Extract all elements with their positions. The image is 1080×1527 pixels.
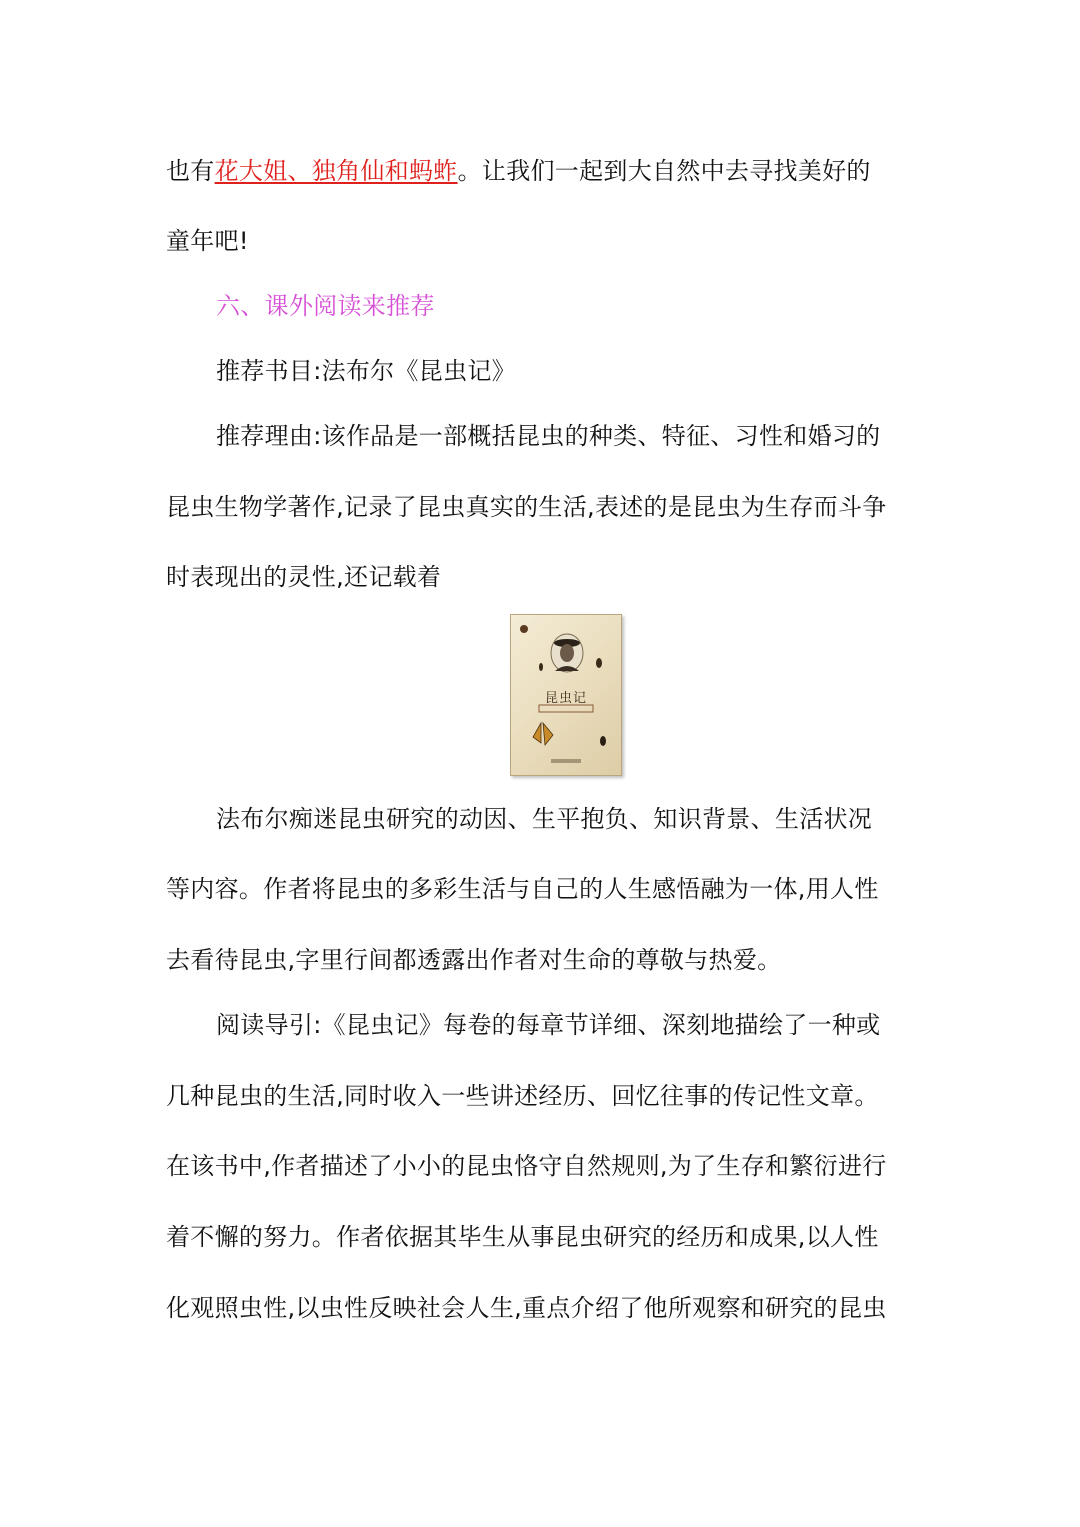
reason-line-3: 时表现出的灵性,还记载着	[166, 563, 442, 591]
guide-line-2: 几种昆虫的生活,同时收入一些讲述经历、回忆往事的传记性文章。	[166, 1082, 879, 1110]
ground-beetle-icon	[600, 736, 606, 746]
recommended-book-line: 推荐书目:法布尔《昆虫记》	[216, 357, 516, 385]
line-1-prefix: 也有	[166, 157, 215, 185]
cover-subtitle-box	[539, 705, 593, 712]
publisher-mark	[551, 759, 581, 763]
paragraph-2-line-1: 法布尔痴迷昆虫研究的动因、生平抱负、知识背景、生活状况	[216, 805, 873, 833]
book-cover-image	[510, 614, 622, 776]
guide-line-5: 化观照虫性,以虫性反映社会人生,重点介绍了他所观察和研究的昆虫	[166, 1294, 887, 1322]
guide-line-1: 阅读导引:《昆虫记》每卷的每章节详细、深刻地描绘了一种或	[216, 1011, 881, 1039]
reason-line-2: 昆虫生物学著作,记录了昆虫真实的生活,表述的是昆虫为生存而斗争	[166, 493, 887, 521]
reason-line-1: 推荐理由:该作品是一部概括昆虫的种类、特征、习性和婚习的	[216, 422, 881, 450]
paragraph-2-line-2: 等内容。作者将昆虫的多彩生活与自己的人生感悟融为一体,用人性	[166, 875, 879, 903]
guide-line-4: 着不懈的努力。作者依据其毕生从事昆虫研究的经历和成果,以人性	[166, 1223, 879, 1251]
highlighted-insects: 花大姐、独角仙和蚂蚱	[214, 157, 458, 185]
book-cover-title: 昆虫记	[544, 691, 587, 706]
small-beetle-icon	[539, 663, 543, 671]
guide-line-3: 在该书中,作者描述了小小的昆虫恪守自然规则,为了生存和繁衍进行	[166, 1152, 887, 1180]
paragraph-2-line-3: 去看待昆虫,字里行间都透露出作者对生命的尊敬与热爱。	[166, 946, 782, 974]
section-heading: 六、课外阅读来推荐	[216, 292, 435, 320]
line-1-suffix: 。让我们一起到大自然中去寻找美好的	[457, 157, 871, 185]
paragraph-line-2: 童年吧!	[166, 227, 249, 255]
cover-emblem	[520, 625, 528, 633]
beetle-icon	[596, 658, 602, 668]
paragraph-line-1	[166, 156, 871, 186]
portrait-face	[560, 644, 574, 662]
butterfly-icon	[533, 723, 553, 745]
